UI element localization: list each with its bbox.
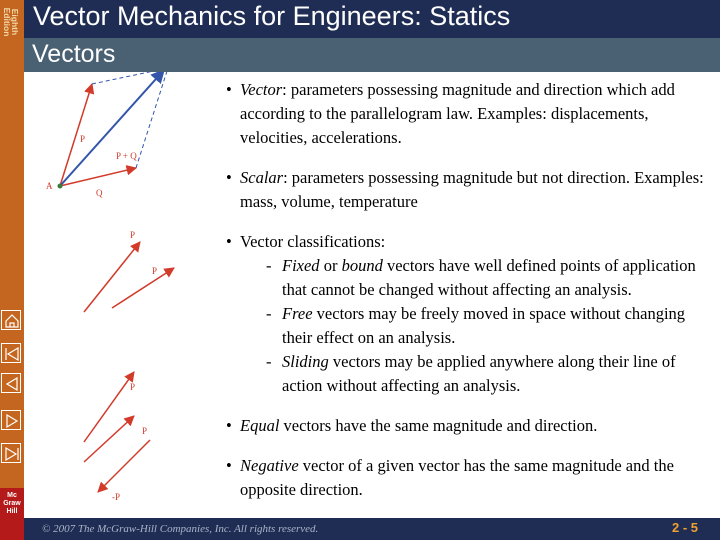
title-bar — [24, 0, 720, 38]
label-fixed-p-2: P — [152, 266, 158, 276]
text-equal: vectors have the same magnitude and direction. — [279, 416, 598, 435]
page-number: 2 - 5 — [671, 520, 698, 535]
text-fixed: vectors have well defined points of application that cannot be changed without affecting an analysis. — [282, 256, 696, 299]
label-fixed-p: P — [130, 230, 136, 240]
next-slide-icon — [2, 411, 22, 431]
edition-label — [0, 0, 24, 46]
term-free: Free — [282, 304, 313, 323]
term-equal: Equal — [240, 416, 280, 435]
fixed-vector-diagram — [84, 230, 174, 312]
term-scalar: Scalar — [240, 168, 284, 187]
term-negative: Negative — [240, 456, 299, 475]
logo-line-1: Mc — [7, 492, 17, 499]
logo-line-2: Graw — [3, 500, 21, 507]
home-button[interactable] — [1, 310, 21, 330]
copyright-notice: © 2007 The McGraw-Hill Companies, Inc. All rights reserved. — [42, 523, 319, 535]
label-q: Q — [96, 188, 103, 198]
next-slide-button[interactable] — [1, 410, 21, 430]
previous-slide-button[interactable] — [1, 373, 21, 393]
label-origin: A — [46, 181, 53, 191]
classifications-heading: Vector classifications: — [240, 232, 386, 251]
origin-point — [58, 184, 63, 189]
label-p: P — [80, 134, 86, 144]
last-slide-button[interactable] — [1, 443, 21, 463]
last-slide-icon — [2, 444, 22, 464]
vector-p-arrow — [60, 84, 92, 186]
equal-vector-arrow — [84, 372, 134, 442]
term-bound: bound — [341, 256, 383, 275]
text-fixed-or: or — [319, 256, 342, 275]
home-icon — [2, 311, 22, 331]
term-vector: Vector — [240, 80, 283, 99]
edition-line-2: Edition — [2, 7, 12, 37]
slide-content — [226, 78, 716, 518]
section-bar — [24, 38, 720, 72]
sidebar — [0, 0, 24, 540]
text-scalar: : parameters possessing magnitude but not direction. Examples: mass, volume, temperature — [240, 168, 704, 211]
fixed-vector-arrow-2 — [112, 268, 174, 308]
text-free: vectors may be freely moved in space without changing their effect on an analysis. — [282, 304, 686, 347]
negative-vector-arrow — [98, 440, 150, 492]
first-slide-button[interactable] — [1, 343, 21, 363]
fixed-vector-arrow — [84, 242, 140, 312]
edition-line-1: Eighth — [10, 8, 20, 36]
parallelogram-right-edge — [136, 72, 168, 168]
bullet-vector — [226, 78, 716, 150]
parallelogram-diagram — [46, 72, 168, 198]
edition-text — [2, 0, 20, 45]
bullet-classifications — [226, 230, 716, 398]
text-negative: vector of a given vector has the same magnitude and the opposite direction. — [240, 456, 674, 499]
logo-line-3: Hill — [6, 508, 18, 515]
term-sliding: Sliding — [282, 352, 329, 371]
equal-vectors-diagram — [84, 372, 135, 442]
label-neg-minus-p: -P — [112, 492, 121, 502]
bullet-scalar — [226, 166, 716, 214]
sub-fixed: - Fixed or bound vectors have well defined points of application that cannot be changed without affecting an analysis. — [266, 256, 696, 299]
term-fixed: Fixed — [282, 256, 320, 275]
text-sliding: vectors may be applied anywhere along their line of action without affecting an analysis. — [282, 352, 676, 395]
footer-bar — [24, 518, 720, 540]
bullet-negative — [226, 454, 716, 502]
book-title: Vector Mechanics for Engineers: Statics — [33, 1, 511, 31]
vector-q-arrow — [60, 168, 136, 186]
vector-illustrations — [24, 72, 220, 518]
positive-vector-arrow — [84, 416, 134, 462]
bullet-equal — [226, 414, 716, 438]
label-equal-p: P — [130, 382, 136, 392]
mcgraw-hill-logo — [0, 488, 24, 540]
text-vector: : parameters possessing magnitude and direction which add according to the parallelogram law. Examples: displacements, velocities, accelerations. — [240, 80, 675, 147]
label-sum: P + Q — [116, 151, 137, 161]
section-title: Vectors — [32, 40, 116, 68]
label-neg-p: P — [142, 426, 148, 436]
sub-sliding: - Sliding vectors may be applied anywhere along their line of action without affecting an analysis. — [266, 352, 676, 395]
first-slide-icon — [2, 344, 22, 364]
resultant-arrow — [60, 72, 164, 186]
previous-slide-icon — [2, 374, 22, 394]
sub-free: - Free vectors may be freely moved in space without changing their effect on an analysis. — [266, 304, 686, 347]
